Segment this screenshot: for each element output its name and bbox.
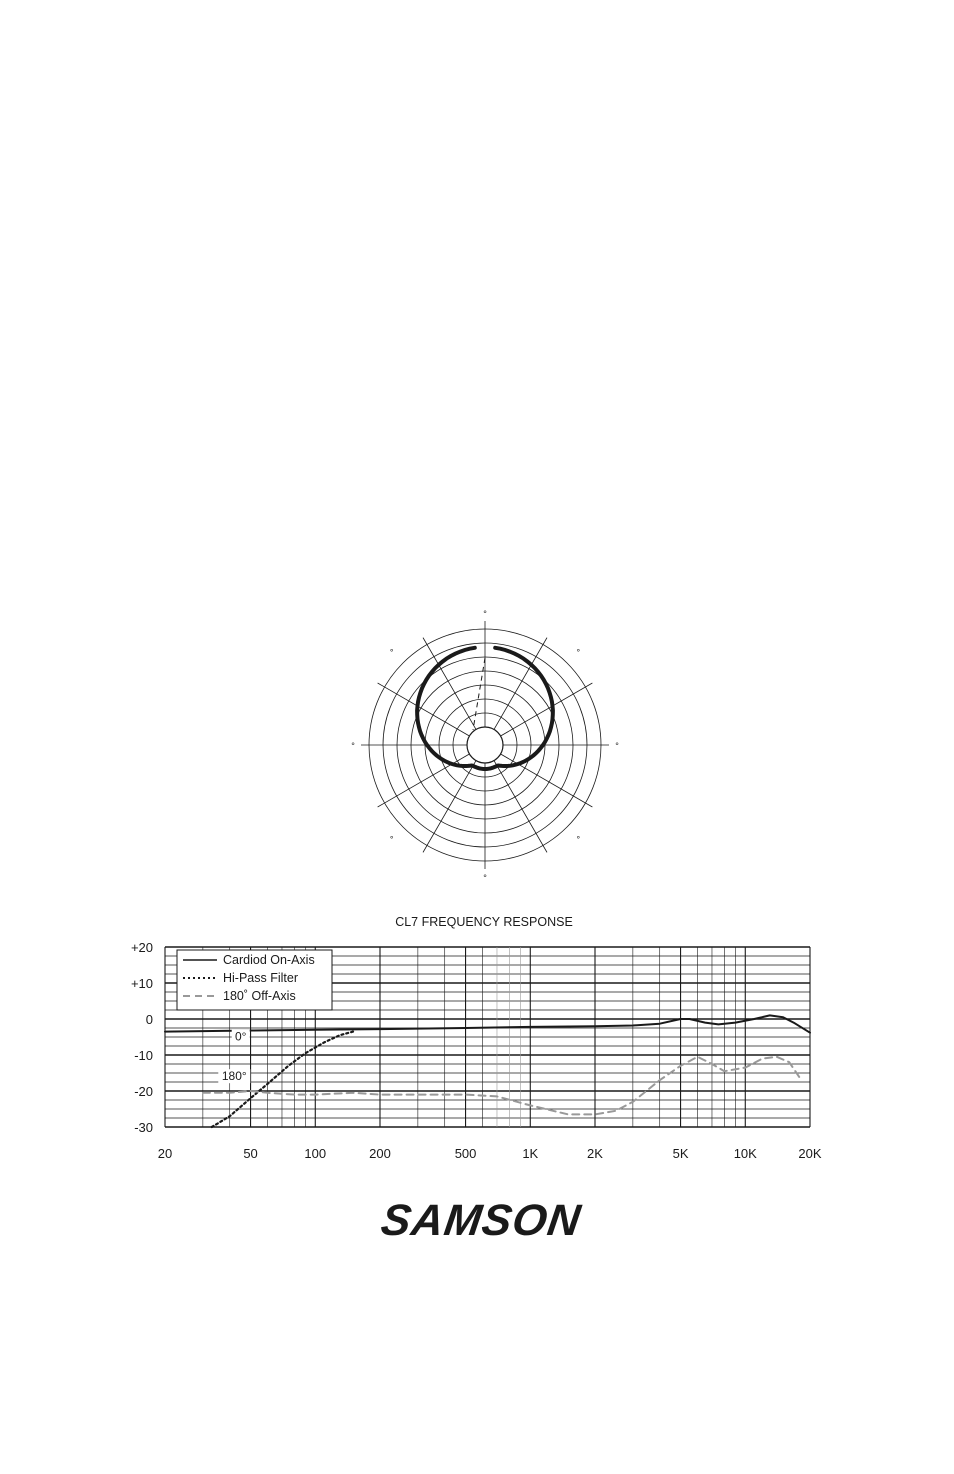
polar-pattern-diagram <box>340 600 630 880</box>
y-tick-label: 0 <box>145 1012 153 1027</box>
x-tick-label: 2K <box>587 1146 603 1161</box>
chart-annotations <box>218 1030 250 1084</box>
x-tick-label: 200 <box>369 1146 391 1161</box>
x-tick-label: 100 <box>304 1146 327 1161</box>
polar-angle-label: ° <box>576 647 581 658</box>
x-tick-label: 500 <box>454 1146 477 1161</box>
samson-logo: SAMSON <box>378 1196 585 1245</box>
series-line-dashed <box>203 1057 800 1115</box>
legend-label: Cardiod On-Axis <box>223 953 315 967</box>
polar-axis-dash <box>473 658 485 730</box>
x-tick-label: 20K <box>798 1146 822 1161</box>
polar-angle-label: ° <box>576 834 581 845</box>
annotation-label: 180° <box>221 1069 247 1084</box>
legend-label: 180˚ Off-Axis <box>223 989 296 1003</box>
polar-angle-label: ° <box>389 647 394 658</box>
y-tick-label: -30 <box>134 1120 153 1135</box>
x-tick-label: 1K <box>522 1146 539 1161</box>
y-tick-label: -10 <box>134 1048 153 1063</box>
x-axis-tick-labels <box>158 1146 822 1161</box>
series-line-solid <box>165 1015 810 1032</box>
annotation-label: 0° <box>234 1029 247 1044</box>
chart-title: CL7 FREQUENCY RESPONSE <box>395 915 573 929</box>
polar-angle-label: ° <box>615 741 619 751</box>
polar-angle-label: ° <box>483 873 487 880</box>
polar-ring <box>467 727 503 763</box>
polar-angle-label: ° <box>389 834 394 845</box>
polar-angle-label: ° <box>483 609 487 619</box>
frequency-response-chart <box>110 905 840 1175</box>
x-tick-label: 10K <box>733 1146 757 1161</box>
polar-angle-label: ° <box>351 741 355 751</box>
y-axis-tick-labels <box>131 940 153 1135</box>
y-tick-label: +20 <box>130 940 153 955</box>
x-tick-label: 50 <box>243 1146 258 1161</box>
x-tick-label: 5K <box>672 1146 689 1161</box>
chart-series <box>165 1015 810 1127</box>
legend-label: Hi-Pass Filter <box>223 971 299 985</box>
y-tick-label: -20 <box>134 1084 153 1099</box>
y-tick-label: +10 <box>130 976 153 991</box>
chart-legend <box>177 950 332 1010</box>
x-tick-label: 20 <box>157 1146 173 1161</box>
